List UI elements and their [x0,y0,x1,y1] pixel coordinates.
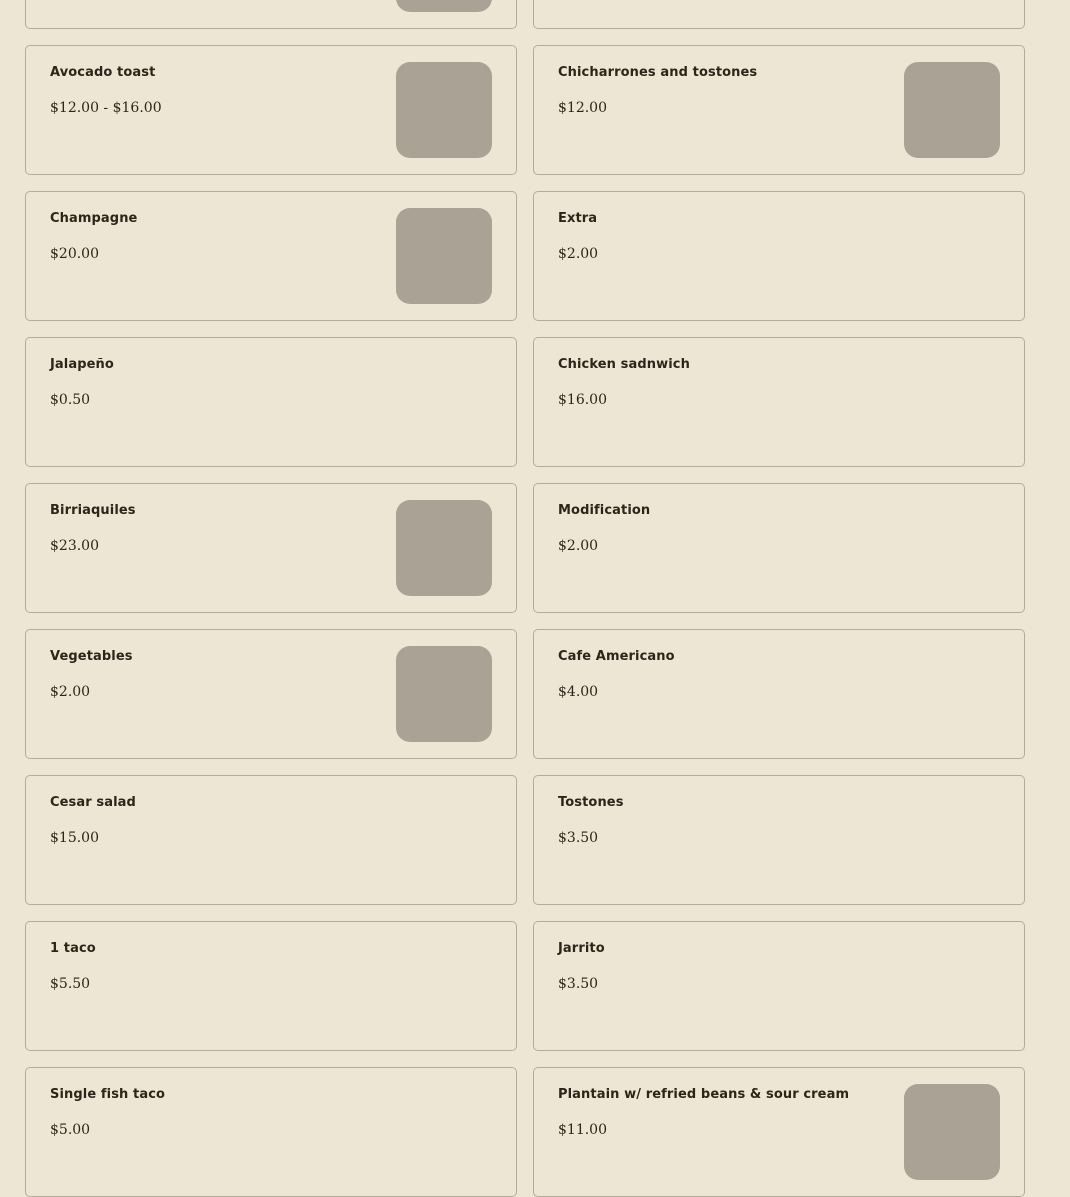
menu-item-name: Chicken sadnwich [558,357,690,372]
menu-item-image-placeholder [396,0,492,12]
menu-item-price: $12.00 [558,100,607,116]
menu-item-price: $2.00 [558,538,599,554]
menu-item-grid [25,0,1025,1197]
menu-item-card[interactable] [533,1067,1025,1197]
menu-item-image-placeholder [396,500,492,596]
menu-item-name: Tostones [558,795,624,810]
menu-item-card[interactable] [533,483,1025,613]
menu-item-name: Cafe Americano [558,649,675,664]
menu-item-name: Modification [558,503,651,518]
menu-item-card[interactable] [25,921,517,1051]
menu-item-card[interactable] [25,483,517,613]
menu-item-price: $2.00 [50,684,91,700]
menu-item-price: $23.00 [50,538,99,554]
menu-item-card[interactable] [533,45,1025,175]
menu-item-price: $0.50 [50,392,91,408]
menu-item-price: $2.00 [558,246,599,262]
menu-item-name: 1 taco [50,941,96,956]
menu-item-name: Plantain w/ refried beans & sour cream [558,1087,850,1102]
menu-item-card[interactable] [533,0,1025,29]
menu-item-name: Cesar salad [50,795,136,810]
menu-item-price: $11.00 [558,1122,607,1138]
menu-item-name: Jarrito [558,941,605,956]
menu-item-price: $15.00 [50,830,99,846]
menu-item-card[interactable] [25,1067,517,1197]
menu-item-price: $3.50 [558,830,599,846]
menu-item-card[interactable] [25,0,517,29]
menu-item-price: $3.50 [558,976,599,992]
menu-item-image-placeholder [904,1084,1000,1180]
menu-item-price: $20.00 [50,246,99,262]
menu-item-name: Champagne [50,211,138,226]
menu-item-price: $12.00 - $16.00 [50,100,162,116]
menu-item-image-placeholder [396,208,492,304]
menu-item-name: Vegetables [50,649,133,664]
menu-item-name: Single fish taco [50,1087,166,1102]
menu-item-name: Extra [558,211,598,226]
menu-item-card[interactable] [25,191,517,321]
menu-item-price: $5.50 [50,976,91,992]
menu-item-card[interactable] [533,337,1025,467]
menu-item-card[interactable] [25,337,517,467]
menu-item-price: $4.00 [558,684,599,700]
menu-item-card[interactable] [533,629,1025,759]
menu-item-card[interactable] [533,191,1025,321]
menu-item-name: Avocado toast [50,65,156,80]
menu-item-image-placeholder [396,646,492,742]
menu-item-card[interactable] [533,775,1025,905]
menu-item-name: Birriaquiles [50,503,136,518]
menu-item-card[interactable] [25,45,517,175]
menu-item-image-placeholder [396,62,492,158]
menu-item-image-placeholder [904,62,1000,158]
menu-item-price: $16.00 [558,392,607,408]
menu-item-name: Jalapeño [50,357,114,372]
menu-item-name: Chicharrones and tostones [558,65,758,80]
menu-item-card[interactable] [533,921,1025,1051]
menu-item-card[interactable] [25,629,517,759]
menu-item-price: $5.00 [50,1122,91,1138]
menu-item-card[interactable] [25,775,517,905]
